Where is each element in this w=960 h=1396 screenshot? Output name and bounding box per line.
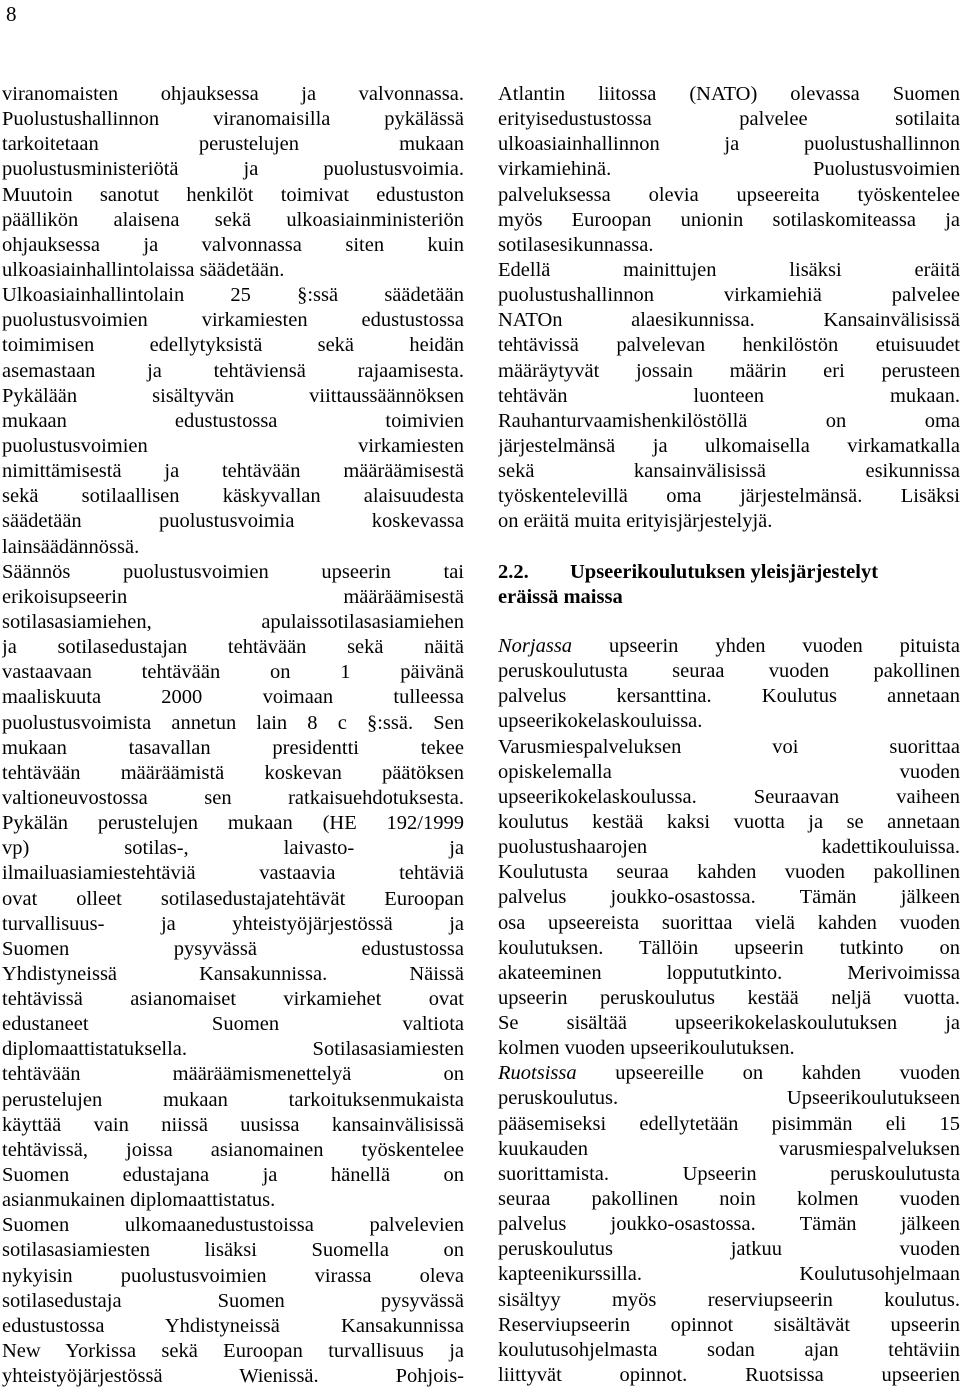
text-line: koulutuksen. Tällöin upseerin tutkinto on — [498, 936, 960, 959]
text-line: Rauhanturvaamishenkilöstöllä on oma — [498, 409, 960, 432]
text-line: kolmen vuoden upseerikoulutuksen. — [498, 1037, 795, 1060]
text-line: käyttää vain niissä uusissa kansainvälisissä — [2, 1113, 464, 1136]
text-line: ilmailuasiamiestehtäviä vastaavia tehtäviä — [2, 862, 464, 885]
page-number: 8 — [6, 2, 17, 26]
section-number: 2.2. — [498, 560, 529, 583]
country-name: Ruotsissa — [498, 1062, 577, 1085]
text-line: osa upseereista suorittaa vielä kahden vuoden — [498, 911, 960, 934]
text-line: Se sisältää upseerikokelaskoulutuksen ja — [498, 1012, 960, 1035]
text-line: tehtävissä, joissa asianomainen työskentelee — [2, 1138, 464, 1161]
text-line: Muutoin sanotut henkilöt toimivat edustuston — [2, 183, 464, 206]
text-line: nykyisin puolustusvoimien virassa oleva — [2, 1264, 464, 1287]
text-line: sekä kansainvälisissä esikunnissa — [498, 460, 960, 483]
spacer — [498, 535, 960, 560]
text-line: puolustusvoimista annetun lain 8 c §:ssä. Sen — [2, 711, 464, 734]
text-line: Ruotsissa upseereille on kahden vuoden — [498, 1062, 960, 1085]
text-line: tehtävissä asianomaiset virkamiehet ovat — [2, 988, 464, 1011]
text-line: ohjauksessa ja valvonnassa siten kuin — [2, 233, 464, 256]
text-line: liittyvät opinnot. Ruotsissa upseerien — [498, 1364, 960, 1387]
text-line: edustaneet Suomen valtiota — [2, 1013, 464, 1036]
text-line: Puolustushallinnon viranomaisilla pykälässä — [2, 108, 464, 131]
text-line: opiskelemalla vuoden — [498, 760, 960, 783]
text-line: tarkoitetaan perustelujen mukaan — [2, 133, 464, 156]
text-line: asianmukainen diplomaattistatus. — [2, 1189, 276, 1212]
text-line: Koulutusta seuraa kahden vuoden pakollinen — [498, 861, 960, 884]
text-line: säädetään puolustusvoimia koskevassa — [2, 510, 464, 533]
text-line: lainsäädännössä. — [2, 535, 140, 558]
text-line: erikoisupseerin määräämisestä — [2, 585, 464, 608]
text-line: ovat olleet sotilasedustajatehtävät Euroopan — [2, 887, 464, 910]
text-line: Pykälän perustelujen mukaan (HE 192/1999 — [2, 812, 464, 835]
text-line: vastaavaan tehtävään on 1 päivänä — [2, 661, 464, 684]
text-line: ulkoasiainhallinnon ja puolustushallinnon — [498, 133, 960, 156]
text-line: viranomaisten ohjauksessa ja valvonnassa. — [2, 83, 464, 105]
text-line: puolustusministeriötä ja puolustusvoimia. — [2, 158, 464, 181]
text-line: yhteistyöjärjestössä Wienissä. Pohjois- — [2, 1365, 464, 1388]
text-line: koulutusohjelmasta sodan ajan tehtäviin — [498, 1338, 960, 1361]
text-line: puolustushallinnon virkamiehiä palvelee — [498, 284, 960, 307]
text-line: suorittamista. Upseerin peruskoulutusta — [498, 1162, 960, 1185]
text-line: palvelus joukko-osastossa. Tämän jälkeen — [498, 1213, 960, 1236]
section-heading — [498, 560, 960, 585]
text-line: perustelujen mukaan tarkoituksenmukaista — [2, 1088, 464, 1111]
text-line: Pykälään sisältyvän viittaussäännöksen — [2, 384, 464, 407]
text-line: asemastaan ja tehtäviensä rajaamisesta. — [2, 359, 464, 382]
text-line: peruskoulutusta seuraa vuoden pakollinen — [498, 660, 960, 683]
text-line: sotilasasiamiehen, apulaissotilasasiamiehen — [2, 610, 464, 633]
text-line: Suomen ulkomaanedustustoissa palvelevien — [2, 1214, 464, 1237]
text-line: kapteenikurssilla. Koulutusohjelmaan — [498, 1263, 960, 1286]
text-line: mukaan edustustossa toimivien — [2, 409, 464, 432]
text-line: Säännös puolustusvoimien upseerin tai — [2, 560, 464, 583]
text-line: Varusmiespalveluksen voi suorittaa — [498, 735, 960, 758]
text-line: turvallisuus- ja yhteistyöjärjestössä ja — [2, 912, 464, 935]
text-line: upseerikokelaskoulussa. Seuraavan vaiheen — [498, 785, 960, 808]
text-line: tehtävään määräämistä koskevan päätöksen — [2, 761, 464, 784]
text-line: pääsemiseksi edellytetään pisimmän eli 15 — [498, 1112, 960, 1135]
text-line: Yhdistyneissä Kansakunnissa. Näissä — [2, 962, 464, 985]
text-line: on eräitä muita erityisjärjestelyjä. — [498, 510, 773, 533]
text-line: tehtävissä palvelevan henkilöstön etuisuudet — [498, 334, 960, 357]
text-line: sekä sotilaallisen käskyvallan alaisuudesta — [2, 485, 464, 508]
text-line: peruskoulutus jatkuu vuoden — [498, 1238, 960, 1261]
text-line: ulkoasiainhallintolaissa säädetään. — [2, 258, 285, 281]
text-line: puolustushaarojen kadettikouluissa. — [498, 836, 960, 859]
text-line: edustustossa Yhdistyneissä Kansakunnissa — [2, 1314, 464, 1337]
left-column — [2, 82, 464, 1389]
text-line: Atlantin liitossa (NATO) olevassa Suomen — [498, 83, 960, 105]
spacer — [498, 622, 960, 634]
section-title-line1: Upseerikoulutuksen yleisjärjestelyt — [570, 560, 879, 583]
text-line: työskentelevillä oma järjestelmänsä. Lisäksi — [498, 485, 960, 508]
text-line: määräytyvät jossain määrin eri perusteen — [498, 359, 960, 382]
right-paragraph-nato — [498, 82, 960, 535]
text-line: sotilasedustaja Suomen pysyvässä — [2, 1289, 464, 1312]
text-line: toimimisen edellytyksistä sekä heidän — [2, 334, 464, 357]
text-line: ja sotilasedustajan tehtävään sekä näitä — [2, 636, 464, 659]
text-line: virkamiehinä. Puolustusvoimien — [498, 158, 960, 181]
text-line: nimittämisestä ja tehtävään määräämisestä — [2, 460, 464, 483]
text-line: akateeminen loppututkinto. Merivoimissa — [498, 961, 960, 984]
text-line: Suomen pysyvässä edustustossa — [2, 937, 464, 960]
text-line: diplomaattistatuksella. Sotilasasiamiesten — [2, 1038, 464, 1061]
text-line: New Yorkissa sekä Euroopan turvallisuus ja — [2, 1340, 464, 1363]
text-line: päällikön alaisena sekä ulkoasiainministeriön — [2, 208, 464, 231]
text-line: seuraa pakollinen noin kolmen vuoden — [498, 1188, 960, 1211]
right-column — [498, 82, 960, 1388]
text-line: koulutus kestää kaksi vuotta ja se annetaan — [498, 810, 960, 833]
text-line: kuukauden varusmiespalveluksen — [498, 1137, 960, 1160]
text-line: upseerikokelaskouluissa. — [498, 710, 703, 733]
text-line: sotilasesikunnassa. — [498, 233, 654, 256]
text-line: palvelus kersanttina. Koulutus annetaan — [498, 685, 960, 708]
text-line: upseerin peruskoulutus kestää neljä vuotta. — [498, 986, 960, 1009]
text-line: puolustusvoimien virkamiesten edustustossa — [2, 309, 464, 332]
text-line: tehtävään määräämismenettelyä on — [2, 1063, 464, 1086]
text-line: palvelus joukko-osastossa. Tämän jälkeen — [498, 886, 960, 909]
text-line: mukaan tasavallan presidentti tekee — [2, 736, 464, 759]
text-line: myös Euroopan unionin sotilaskomiteassa ja — [498, 208, 960, 231]
text-line: Suomen edustajana ja hänellä on — [2, 1164, 464, 1187]
text-line: vp) sotilas-, laivasto- ja — [2, 837, 464, 860]
text-line: erityisedustustossa palvelee sotilaita — [498, 108, 960, 131]
text-line: järjestelmänsä ja ulkomaisella virkamatkalla — [498, 434, 960, 457]
text-line: Edellä mainittujen lisäksi eräitä — [498, 258, 960, 281]
text-line: Ulkoasiainhallintolain 25 §:ssä säädetään — [2, 284, 464, 307]
text-line: tehtävän luonteen mukaan. — [498, 384, 960, 407]
country-name: Norjassa — [498, 634, 573, 657]
spacer — [498, 610, 960, 622]
section-title-line2: eräissä maissa — [498, 585, 623, 608]
text-line: Norjassa upseerin yhden vuoden pituista — [498, 634, 960, 657]
text-line: palveluksessa olevia upseereita työskentelee — [498, 183, 960, 206]
text-line: valtioneuvostossa sen ratkaisuehdotuksesta. — [2, 786, 464, 809]
text-line: sotilasasiamiesten lisäksi Suomella on — [2, 1239, 464, 1262]
text-line: puolustusvoimien virkamiesten — [2, 434, 464, 457]
text-line: NATOn alaesikunnissa. Kansainvälisissä — [498, 309, 960, 332]
right-paragraph-training — [498, 634, 960, 1388]
text-line: Reserviupseerin opinnot sisältävät upseerin — [498, 1313, 960, 1336]
text-line: peruskoulutus. Upseerikoulutukseen — [498, 1087, 960, 1110]
text-line: sisältyy myös reserviupseerin koulutus. — [498, 1288, 960, 1311]
text-line: maaliskuuta 2000 voimaan tulleessa — [2, 686, 464, 709]
